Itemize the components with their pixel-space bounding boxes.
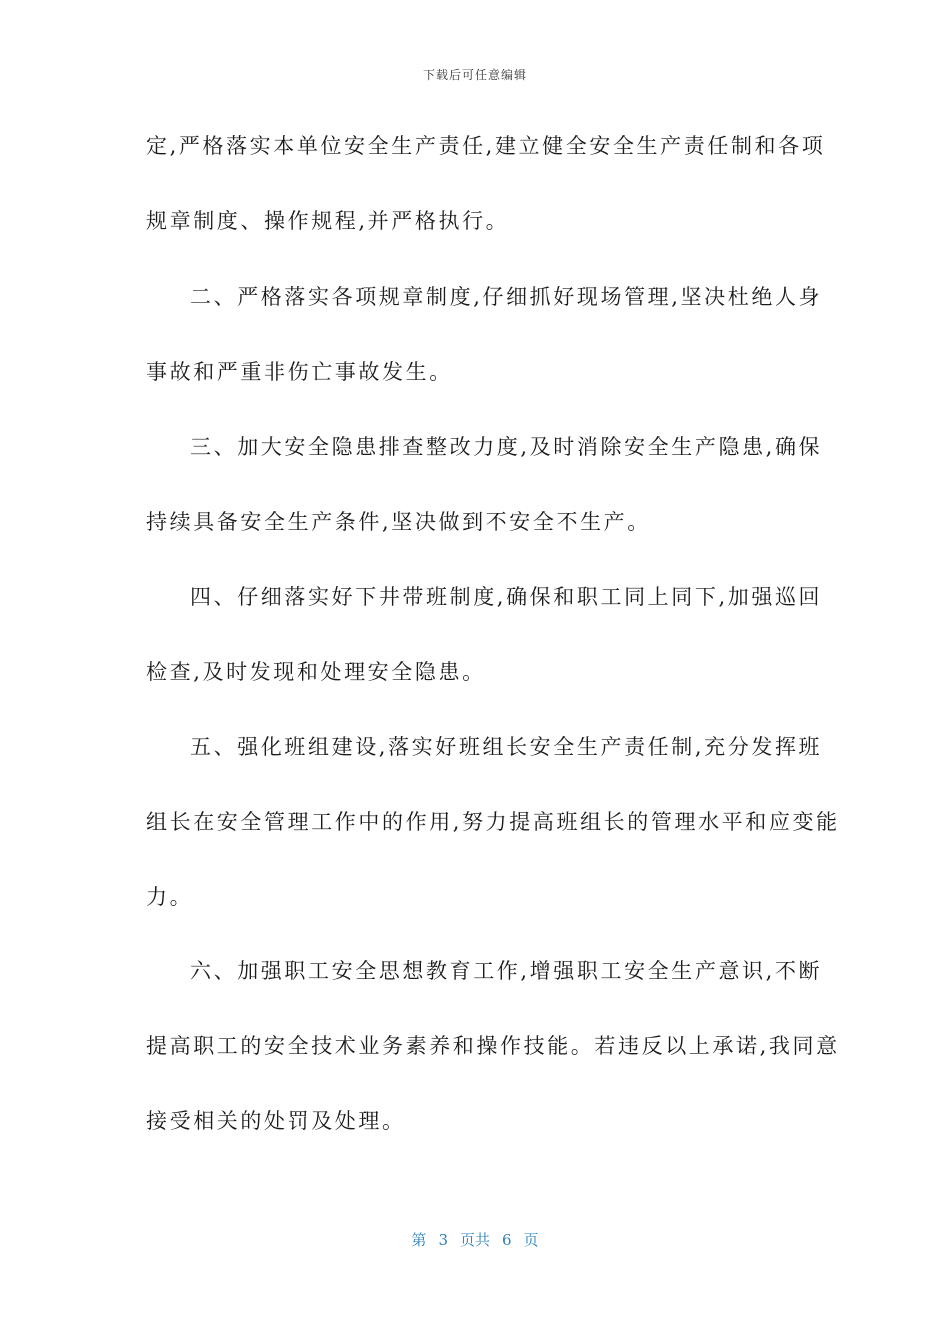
body-line: 六、加强职工安全思想教育工作,增强职工安全生产意识,不断 [190, 959, 823, 983]
total-pages-number: 6 [502, 1231, 512, 1249]
current-page-number: 3 [438, 1231, 448, 1249]
body-line: 组长在安全管理工作中的作用,努力提高班组长的管理水平和应变能 [146, 810, 840, 834]
body-line: 五、强化班组建设,落实好班组长安全生产责任制,充分发挥班 [190, 735, 823, 759]
body-line: 二、严格落实各项规章制度,仔细抓好现场管理,坚决杜绝人身 [190, 285, 823, 309]
body-line: 规章制度、操作规程,并严格执行。 [146, 209, 510, 233]
body-line: 事故和严重非伤亡事故发生。 [146, 360, 453, 384]
page-header: 下载后可任意编辑 [422, 68, 527, 82]
body-line: 三、加大安全隐患排查整改力度,及时消除安全生产隐患,确保 [190, 435, 823, 459]
footer-suffix: 页 [523, 1231, 539, 1249]
body-line: 持续具备安全生产条件,坚决做到不安全不生产。 [146, 510, 651, 534]
body-line: 接受相关的处罚及处理。 [146, 1109, 406, 1133]
body-line: 检查,及时发现和处理安全隐患。 [146, 660, 486, 684]
body-line: 定,严格落实本单位安全生产责任,建立健全安全生产责任制和各项 [146, 134, 826, 158]
page-number-footer [0, 1229, 950, 1250]
body-line: 四、仔细落实好下井带班制度,确保和职工同上同下,加强巡回 [190, 585, 823, 609]
footer-prefix: 第 [411, 1231, 427, 1249]
body-line: 提高职工的安全技术业务素养和操作技能。若违反以上承诺,我同意 [146, 1034, 840, 1058]
body-line: 力。 [146, 885, 194, 909]
footer-middle: 页共 [459, 1231, 490, 1249]
